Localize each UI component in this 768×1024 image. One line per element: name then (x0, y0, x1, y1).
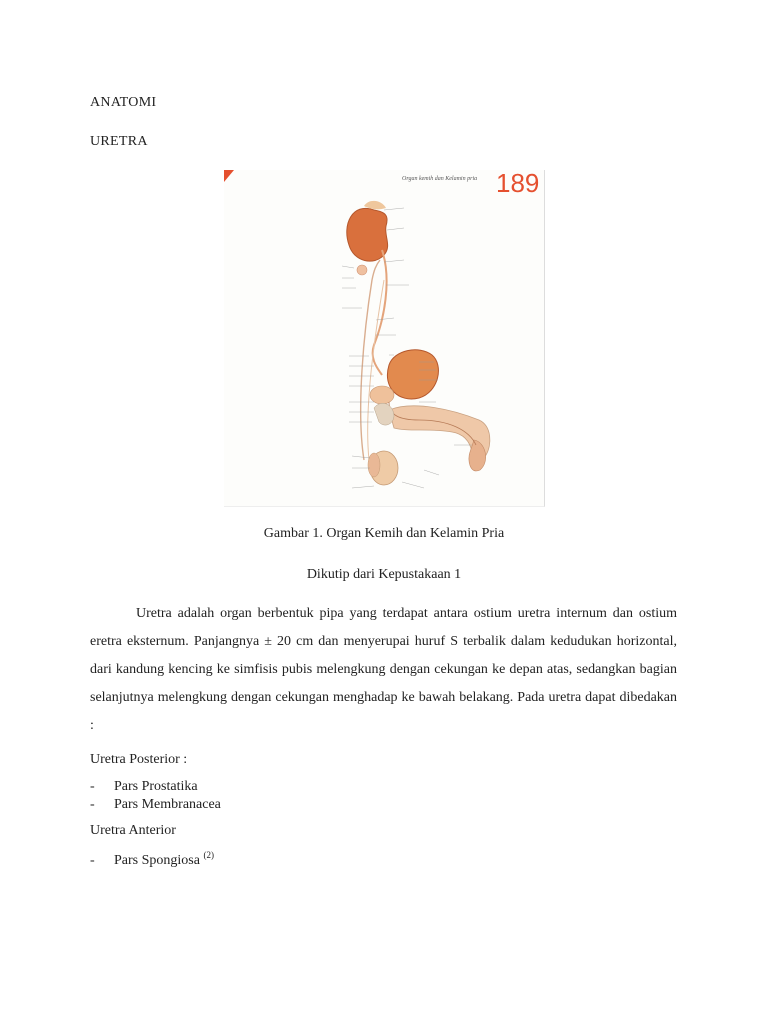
reference-superscript: (2) (203, 850, 214, 860)
vas-deferens-line-2 (368, 280, 384, 460)
section-title: URETRA (90, 134, 148, 149)
posterior-heading: Uretra Posterior : (90, 752, 188, 767)
anatomy-figure (224, 170, 545, 507)
list-item (90, 797, 221, 813)
anterior-heading: Uretra Anterior (90, 823, 176, 838)
bladder-shape (387, 350, 438, 399)
prostate-shape (370, 386, 394, 404)
list-item-label: Pars Membranacea (114, 797, 221, 812)
list-item (90, 850, 214, 869)
body-paragraph: Uretra adalah organ berbentuk pipa yang terdapat antara ostium uretra internum dan ostium eretra eksternum. Panjangnya ± 20 cm dan menyerupai huruf S terbalik dalam kedudukan horizontal, dari kandung kencing ke simfisis pubis melengkung dengan cekungan ke depan atas, sedangkan bagian selanjutnya melengkung dengan cekungan menghadap ke bawah belakang. Pada uretra dapat dibedakan : (90, 606, 677, 733)
figure-source: Dikutip dari Kepustakaan 1 (306, 567, 462, 582)
vas-deferens-line (361, 260, 380, 460)
epididymis-shape (368, 453, 380, 477)
kidney-shape (347, 208, 388, 261)
figure-header-text: Organ kemih dan Kelamin pria (402, 176, 478, 182)
list-bullet: - (90, 853, 95, 868)
list-item-label: Pars Prostatika (114, 779, 198, 794)
epididymis-appendix-shape (357, 265, 367, 275)
urogenital-illustration (224, 170, 544, 506)
list-bullet: - (90, 797, 95, 812)
figure-page-number: 189 (496, 170, 540, 198)
pubic-bone-shape (374, 403, 394, 425)
figure-caption: Gambar 1. Organ Kemih dan Kelamin Pria (263, 526, 505, 541)
list-item-label: Pars Spongiosa (114, 853, 200, 868)
document-title: ANATOMI (90, 95, 157, 110)
list-bullet: - (90, 779, 95, 794)
list-item (90, 779, 198, 795)
